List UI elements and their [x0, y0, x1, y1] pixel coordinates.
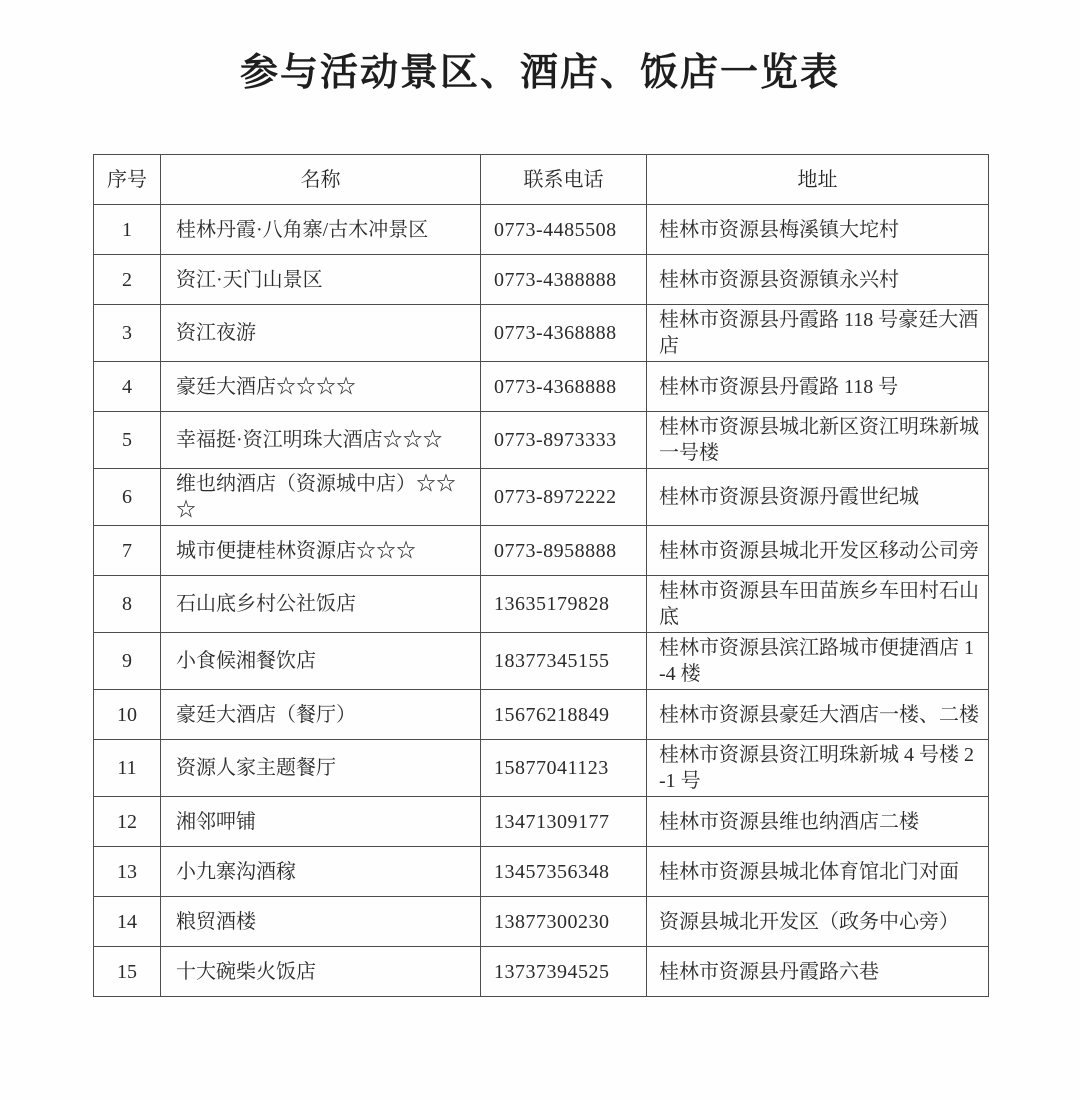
cell-no: 4 [94, 362, 161, 412]
cell-no: 15 [94, 947, 161, 997]
cell-name: 资江夜游 [161, 305, 481, 362]
column-header-name: 名称 [161, 155, 481, 205]
table-row [94, 740, 989, 797]
cell-phone: 15877041123 [481, 740, 647, 797]
table-row [94, 690, 989, 740]
cell-no: 2 [94, 255, 161, 305]
table-row [94, 526, 989, 576]
table-row [94, 412, 989, 469]
cell-name: 资江·天门山景区 [161, 255, 481, 305]
column-header-no: 序号 [94, 155, 161, 205]
cell-address: 资源县城北开发区（政务中心旁） [647, 897, 989, 947]
table-row [94, 897, 989, 947]
cell-no: 1 [94, 205, 161, 255]
column-header-phone: 联系电话 [481, 155, 647, 205]
cell-address: 桂林市资源县车田苗族乡车田村石山底 [647, 576, 989, 633]
cell-no: 7 [94, 526, 161, 576]
table-row [94, 205, 989, 255]
cell-name: 小九寨沟酒稼 [161, 847, 481, 897]
cell-phone: 18377345155 [481, 633, 647, 690]
cell-address: 桂林市资源县豪廷大酒店一楼、二楼 [647, 690, 989, 740]
cell-phone: 13635179828 [481, 576, 647, 633]
cell-phone: 0773-4485508 [481, 205, 647, 255]
cell-address: 桂林市资源县城北新区资江明珠新城一号楼 [647, 412, 989, 469]
cell-phone: 0773-4368888 [481, 305, 647, 362]
cell-no: 8 [94, 576, 161, 633]
cell-name: 豪廷大酒店☆☆☆☆ [161, 362, 481, 412]
table-row [94, 305, 989, 362]
table-row [94, 947, 989, 997]
page-title: 参与活动景区、酒店、饭店一览表 [239, 52, 840, 94]
cell-no: 13 [94, 847, 161, 897]
table-header [94, 155, 989, 205]
cell-address: 桂林市资源县资源镇永兴村 [647, 255, 989, 305]
cell-phone: 13457356348 [481, 847, 647, 897]
cell-address: 桂林市资源县丹霞路六巷 [647, 947, 989, 997]
cell-no: 10 [94, 690, 161, 740]
cell-address: 桂林市资源县城北体育馆北门对面 [647, 847, 989, 897]
cell-name: 资源人家主题餐厅 [161, 740, 481, 797]
cell-phone: 0773-8958888 [481, 526, 647, 576]
cell-no: 9 [94, 633, 161, 690]
cell-phone: 0773-8973333 [481, 412, 647, 469]
table-row [94, 633, 989, 690]
cell-address: 桂林市资源县丹霞路 118 号 [647, 362, 989, 412]
cell-name: 粮贸酒楼 [161, 897, 481, 947]
cell-no: 5 [94, 412, 161, 469]
cell-address: 桂林市资源县滨江路城市便捷酒店 1-4 楼 [647, 633, 989, 690]
cell-phone: 0773-4368888 [481, 362, 647, 412]
cell-name: 小食候湘餐饮店 [161, 633, 481, 690]
table-header-row [94, 155, 989, 205]
cell-phone: 13471309177 [481, 797, 647, 847]
cell-address: 桂林市资源县城北开发区移动公司旁 [647, 526, 989, 576]
cell-no: 11 [94, 740, 161, 797]
cell-no: 12 [94, 797, 161, 847]
cell-name: 十大碗柴火饭店 [161, 947, 481, 997]
table-row [94, 797, 989, 847]
cell-name: 桂林丹霞·八角寨/古木冲景区 [161, 205, 481, 255]
cell-no: 3 [94, 305, 161, 362]
cell-phone: 13877300230 [481, 897, 647, 947]
cell-name: 幸福挺·资江明珠大酒店☆☆☆ [161, 412, 481, 469]
participants-table [93, 154, 989, 997]
table-body [94, 205, 989, 997]
cell-phone: 13737394525 [481, 947, 647, 997]
cell-address: 桂林市资源县资江明珠新城 4 号楼 2-1 号 [647, 740, 989, 797]
cell-no: 6 [94, 469, 161, 526]
cell-phone: 0773-8972222 [481, 469, 647, 526]
cell-address: 桂林市资源县资源丹霞世纪城 [647, 469, 989, 526]
cell-name: 城市便捷桂林资源店☆☆☆ [161, 526, 481, 576]
cell-name: 维也纳酒店（资源城中店）☆☆☆ [161, 469, 481, 526]
table-row [94, 255, 989, 305]
cell-address: 桂林市资源县梅溪镇大坨村 [647, 205, 989, 255]
cell-name: 豪廷大酒店（餐厅） [161, 690, 481, 740]
cell-phone: 15676218849 [481, 690, 647, 740]
cell-name: 湘邻呷铺 [161, 797, 481, 847]
table-row [94, 469, 989, 526]
cell-name: 石山底乡村公社饭店 [161, 576, 481, 633]
cell-phone: 0773-4388888 [481, 255, 647, 305]
table-row [94, 362, 989, 412]
cell-address: 桂林市资源县维也纳酒店二楼 [647, 797, 989, 847]
table-row [94, 847, 989, 897]
cell-no: 14 [94, 897, 161, 947]
cell-address: 桂林市资源县丹霞路 118 号豪廷大酒店 [647, 305, 989, 362]
column-header-address: 地址 [647, 155, 989, 205]
table-row [94, 576, 989, 633]
